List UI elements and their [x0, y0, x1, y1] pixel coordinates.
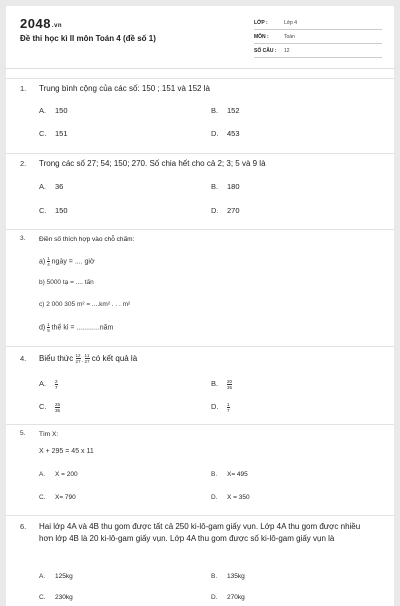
- divider: [6, 229, 394, 230]
- divider: [6, 78, 394, 79]
- question-text: Tìm X:: [39, 431, 59, 438]
- question-number: 4.: [20, 354, 27, 363]
- option-a[interactable]: A. X = 200: [39, 471, 78, 478]
- option-a[interactable]: A. 36: [39, 182, 64, 191]
- question-text: Hai lớp 4A và 4B thu gom được tất cả 250 ki-lô-gam giấy vụn. Lớp 4A thu gom được nhiều hơn lớp 4B là 20 ki-lô-gam giấy vụn. Lớp 4A thu gom được số ki-lô-gam giấy vụn là: [39, 522, 361, 543]
- option-b[interactable]: B. 152: [211, 106, 240, 115]
- fraction: $\frac{1}{5}$: [47, 322, 50, 333]
- exam-page: [6, 6, 394, 606]
- option-b[interactable]: B. $\frac{20}{35}$: [211, 379, 233, 390]
- divider: [6, 424, 394, 425]
- divider: [6, 153, 394, 154]
- option-c[interactable]: C. X= 790: [39, 494, 76, 501]
- fraction: $\frac{1}{4}$: [47, 256, 50, 267]
- option-a[interactable]: A. 150: [39, 106, 68, 115]
- question-text: Biểu thức $\frac{1}{2}$ $\frac{2}{7}$ - $\frac{1}{2}$ $\frac{1}{7}$ có kết quả là: [39, 353, 138, 365]
- option-b[interactable]: B. 135kg: [211, 573, 245, 580]
- sub-question-a: a) $\frac{1}{4}$ ngày = .... giờ: [39, 256, 95, 267]
- option-c[interactable]: C. $\frac{25}{35}$: [39, 402, 61, 413]
- exam-header: [6, 6, 394, 69]
- meta-class: LỚP : Lớp 4: [254, 18, 382, 30]
- expression-image: $\frac{1}{2}$ $\frac{2}{7}$ - $\frac{1}{2}$ $\frac{1}{7}$: [75, 353, 90, 365]
- question-number: 5.: [20, 430, 26, 437]
- question-number: 1.: [20, 84, 27, 93]
- divider: [6, 515, 394, 516]
- question-text: Trung bình cộng của các số: 150 ; 151 và 152 là: [39, 84, 210, 93]
- option-b[interactable]: B. 180: [211, 182, 240, 191]
- question-text: Điền số thích hợp vào chỗ chấm:: [39, 236, 135, 243]
- meta-question-count: SỐ CÂU : 12: [254, 46, 382, 58]
- option-d[interactable]: D. X = 350: [211, 494, 250, 501]
- option-a[interactable]: A. $\frac{2}{7}$: [39, 379, 58, 390]
- sub-question-b: b) 5000 tạ = .... tấn: [39, 279, 94, 286]
- option-c[interactable]: C. 230kg: [39, 594, 73, 601]
- question-number: 6.: [20, 522, 27, 531]
- option-d[interactable]: D. $\frac{1}{7}$: [211, 402, 230, 413]
- option-d[interactable]: D. 270: [211, 206, 240, 215]
- meta-subject: MÔN : Toán: [254, 32, 382, 44]
- option-d[interactable]: D. 453: [211, 129, 240, 138]
- site-logo[interactable]: 2048.vn: [20, 16, 63, 31]
- question-number: 2.: [20, 159, 27, 168]
- question-number: 3.: [20, 235, 26, 242]
- equation: X + 295 = 45 x 11: [39, 448, 94, 455]
- sub-question-d: d) $\frac{1}{5}$ thế kỉ = ............năm: [39, 322, 114, 333]
- exam-title: Đề thi học kì II môn Toán 4 (đề số 1): [20, 34, 156, 43]
- option-b[interactable]: B. X= 495: [211, 471, 248, 478]
- divider: [6, 346, 394, 347]
- sub-question-c: c) 2 000 305 m² = ....km² . . . m²: [39, 301, 131, 308]
- option-a[interactable]: A. 125kg: [39, 573, 73, 580]
- option-c[interactable]: C. 150: [39, 206, 68, 215]
- option-d[interactable]: D. 270kg: [211, 594, 245, 601]
- question-text: Trong các số 27; 54; 150; 270. Số chia hết cho cả 2; 3; 5 và 9 là: [39, 159, 266, 168]
- option-c[interactable]: C. 151: [39, 129, 68, 138]
